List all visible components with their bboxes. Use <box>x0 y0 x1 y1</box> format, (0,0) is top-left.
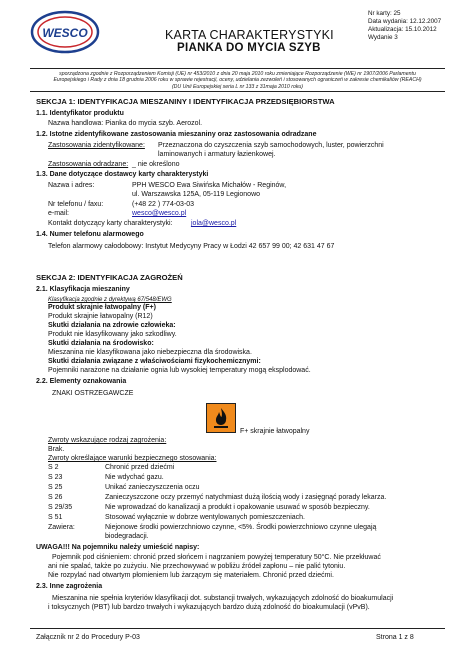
sheet-number: Nr karty: 25 <box>368 10 401 17</box>
s-phrase-text: Nie wdychać gazu. <box>105 474 164 481</box>
regulation-note <box>35 71 440 90</box>
classification-directive: Klasyfikacja zgodnie z dyrektywą 67/548/EWG <box>48 297 172 303</box>
phone-label: Nr telefonu / faxu: <box>48 201 104 208</box>
identified-uses-label: Zastosowania zidentyfikowane: <box>48 142 145 149</box>
identified-uses-text: laminowanych i armatury łazienkowej. <box>158 151 276 158</box>
heading-2-3: 2.3. Inne zagrożenia <box>36 583 103 590</box>
edition: Wydanie 3 <box>368 33 398 41</box>
page-number: Strona 1 z 8 <box>376 634 414 641</box>
product-name: PIANKA DO MYCIA SZYB <box>177 42 321 54</box>
warning-note-heading: UWAGA!!! Na pojemniku należy umieścić napisy: <box>36 544 200 551</box>
uses-advised-against-label: Zastosowania odradzane: <box>48 161 129 168</box>
address-line: ul. Warszawska 125A, 05-119 Legionowo <box>132 191 261 198</box>
s-phrase-text: Chronić przed dziećmi <box>105 464 175 471</box>
health-effects-text: Produkt nie klasyfikowany jako szkodliwy. <box>48 331 177 338</box>
s-phrase-code: S 25 <box>48 484 63 491</box>
physchem-effects-text: Pojemniki narażone na działanie ognia lub wysokiej temperatury mogą eksplodować. <box>48 367 311 374</box>
email-label: e-mail: <box>48 210 70 217</box>
document-title: KARTA CHARAKTERYSTYKI <box>165 28 334 42</box>
s-phrase-code: S 23 <box>48 474 63 481</box>
emergency-phone: Telefon alarmowy całodobowy: Instytut Medycyny Pracy w Łodzi 42 657 99 00; 42 631 47 67 <box>48 243 335 250</box>
s-phrase-code: S 29/35 <box>48 504 73 511</box>
hazard-phrases-label: Zwroty wskazujące rodzaj zagrożenia: <box>48 437 167 444</box>
phone-value: (+48 22 ) 774-03-03 <box>132 201 195 208</box>
uses-advised-against-text: _ nie określono <box>132 161 180 168</box>
header-divider <box>30 68 445 69</box>
warning-note-text: Nie rozpylać nad otwartym płomieniem lub żarzącym się materiałem. Chronić przed dziećmi. <box>48 572 334 579</box>
health-effects-heading: Skutki działania na zdrowie człowieka: <box>48 322 176 329</box>
footer-divider <box>30 628 445 629</box>
update-date: Aktualizacja: 15.10.2012 <box>368 25 437 33</box>
email-link[interactable]: wesco@wesco.pl <box>132 210 187 217</box>
contact-label: Kontakt dotyczący karty charakterystyki: <box>48 220 173 227</box>
flammable-pictogram-icon <box>206 403 236 433</box>
issue-date: Data wydania: 12.12.2007 <box>368 17 442 25</box>
document-header <box>30 10 450 70</box>
regulation-line: Europejskiego i Rady z dnia 18 grudnia 2006 roku w sprawie rejestracji, oceny, udzielania zezwoleń i stosowanych ograniczeń w zakresie chemikaliów (REACH) <box>53 77 422 84</box>
s-phrase-code: S 51 <box>48 514 63 521</box>
other-hazards-text: Mieszanina nie spełnia kryteriów klasyfikacji dot. substancji trwałych, wykazujących zdolność do bioakumulacji <box>52 595 394 602</box>
svg-text:WESCO: WESCO <box>42 26 88 40</box>
s-phrase-text: Nie wprowadzać do kanalizacji a produkt i opakowanie usuwać w sposób bezpieczny. <box>105 504 370 511</box>
heading-2-2: 2.2. Elementy oznakowania <box>36 378 127 385</box>
s-phrase-text: Zanieczyszczone oczy przemyć natychmiast dużą ilością wody i zasięgnąć porady lekarza. <box>105 494 387 501</box>
regulation-line: (DU Unii Europejskiej seria L nr 133 z 31maja 2010 roku) <box>171 83 304 90</box>
warning-note-text: Pojemnik pod ciśnieniem: chronić przed słońcem i nagrzaniem powyżej temperatury 50°C. Nie przekłuwać <box>52 554 381 561</box>
s-phrase-code: S 26 <box>48 494 63 501</box>
s-phrase-code: S 2 <box>48 464 59 471</box>
regulation-line: sporządzona zgodnie z Rozporządzeniem Komisji (UE) nr 453/2010 z dnia 20 maja 2010 roku zmieniające Rozporządzenie (WE) nr 1907/2006 Parlamentu <box>59 71 416 77</box>
s-phrase-text: Unikać zanieczyszczenia oczu <box>105 484 200 491</box>
wesco-logo <box>30 10 100 54</box>
environment-effects-heading: Skutki działania na środowisko: <box>48 340 154 347</box>
heading-1-1: 1.1. Identyfikator produktu <box>36 110 124 117</box>
section1-title: SEKCJA 1: IDENTYFIKACJA MIESZANINY I IDENTYFIKACJA PRZEDSIĘBIORSTWA <box>36 97 335 106</box>
address-line: PPH WESCO Ewa Siwińska Michałów - Reginów, <box>132 182 287 189</box>
warning-note-text: ani nie spalać, także po zużyciu. Nie przechowywać w pobliżu źródeł zapłonu – nie palić tytoniu. <box>48 563 346 570</box>
heading-2-1: 2.1. Klasyfikacja mieszaniny <box>36 286 130 293</box>
heading-1-2: 1.2. Istotne zidentyfikowane zastosowania mieszaniny oraz zastosowania odradzane <box>36 131 317 138</box>
s-phrase-text: Stosować wyłącznie w dobrze wentylowanych pomieszczeniach. <box>105 514 305 521</box>
hazard-phrases-none: Brak. <box>48 446 65 453</box>
heading-1-4: 1.4. Numer telefonu alarmowego <box>36 231 144 238</box>
regulation-divider <box>30 91 445 92</box>
address-label: Nazwa i adres: <box>48 182 95 189</box>
warning-signs-label: ZNAKI OSTRZEGAWCZE <box>52 390 134 397</box>
section2-title: SEKCJA 2: IDENTYFIKACJA ZAGROŻEŃ <box>36 273 183 282</box>
contains-text: Niejonowe środki powierzchniowo czynne, <5%. Środki powierzchniowo czynne ulegają <box>105 524 377 531</box>
contact-email-link[interactable]: jola@wesco.pl <box>191 220 237 227</box>
pictogram-label: F+ skrajnie łatwopalny <box>240 428 310 435</box>
other-hazards-text: i toksycznych (PBT) lub bardzo trwałych i wykazujących bardzo dużą zdolność do bioakumulacji (vPvB). <box>48 604 370 611</box>
extremely-flammable-heading: Produkt skrajnie łatwopalny (F+) <box>48 304 156 311</box>
physchem-effects-heading: Skutki działania związane z właściwościami fizykochemicznymi: <box>48 358 261 365</box>
document-meta <box>368 10 441 42</box>
identified-uses-text: Przeznaczona do czyszczenia szyb samochodowych, luster, powierzchni <box>158 142 384 149</box>
contains-text: biodegradacji. <box>105 533 149 540</box>
safety-phrases-label: Zwroty określające warunki bezpiecznego stosowania: <box>48 455 217 462</box>
contains-label: Zawiera: <box>48 524 75 531</box>
heading-1-3: 1.3. Dane dotyczące dostawcy karty charakterystyki <box>36 171 209 178</box>
environment-effects-text: Mieszanina nie klasyfikowana jako niebezpieczna dla środowiska. <box>48 349 252 356</box>
footer-left: Załącznik nr 2 do Procedury P-03 <box>36 634 140 641</box>
extremely-flammable-text: Produkt skrajnie łatwopalny (R12) <box>48 313 153 320</box>
trade-name: Nazwa handlowa: Pianka do mycia szyb. Aerozol. <box>48 120 203 127</box>
